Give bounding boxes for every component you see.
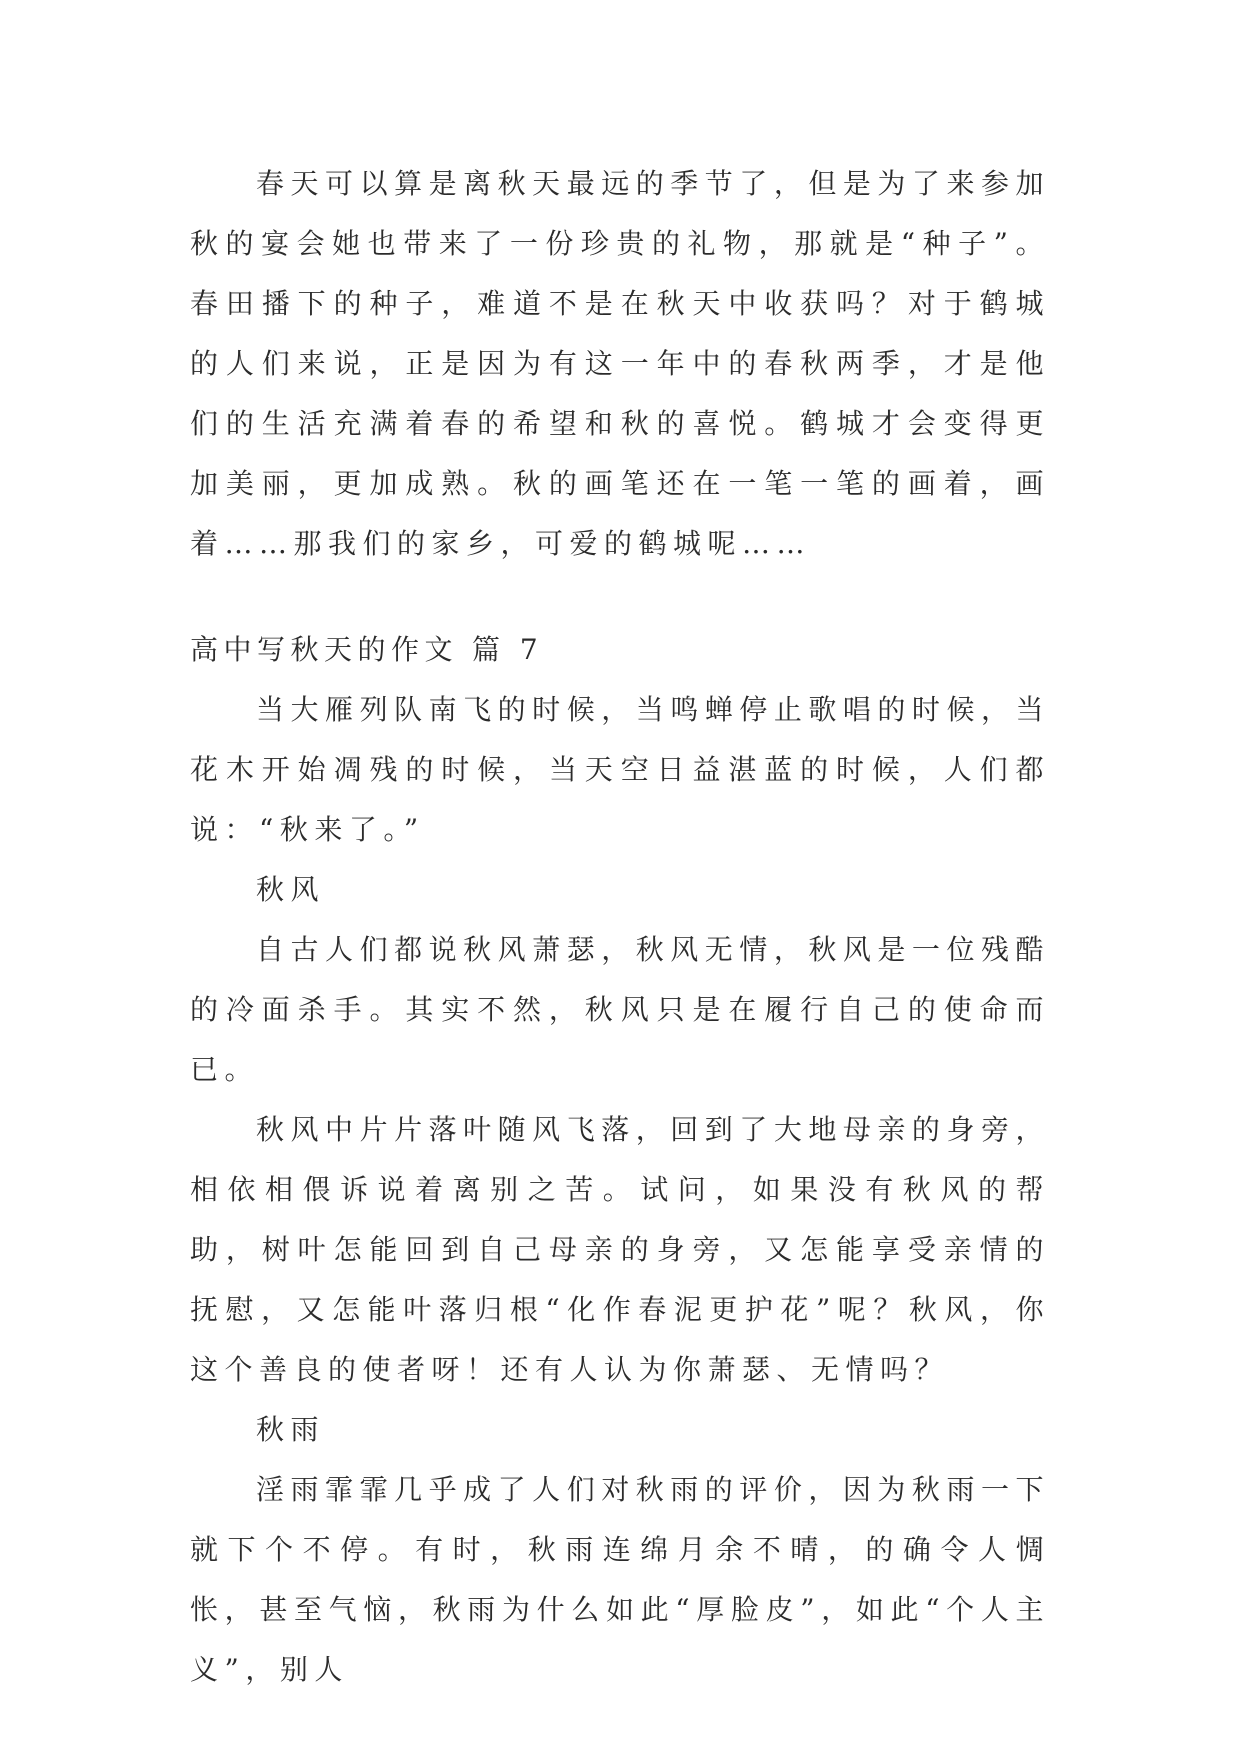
essay-heading-number: 篇 7 <box>472 633 544 666</box>
paragraph-intro: 当大雁列队南飞的时候，当鸣蝉停止歌唱的时候，当花木开始凋残的时候，当天空日益湛蓝的时候，人们都说：“秋来了。” <box>190 693 1050 846</box>
paragraph-rain-1: 淫雨霏霏几乎成了人们对秋雨的评价，因为秋雨一下就下个不停。有时，秋雨连绵月余不晴，的确令人惆怅，甚至气恼，秋雨为什么如此“厚脸皮”，如此“个人主义”，别人 <box>190 1473 1050 1686</box>
essay-heading-title: 高中写秋天的作文 <box>190 633 459 666</box>
subheading-autumn-rain: 秋雨 <box>256 1413 326 1446</box>
subheading-autumn-wind: 秋风 <box>256 873 326 906</box>
essay-heading <box>190 620 1050 680</box>
paragraph-wind-1: 自古人们都说秋风萧瑟，秋风无情，秋风是一位残酷的冷面杀手。其实不然，秋风只是在履行自己的使命而已。 <box>190 933 1050 1086</box>
paragraph-spring: 春天可以算是离秋天最远的季节了，但是为了来参加秋的宴会她也带来了一份珍贵的礼物，那就是“种子”。春田播下的种子，难道不是在秋天中收获吗？对于鹤城的人们来说，正是因为有这一年中的春秋两季，才是他们的生活充满着春的希望和秋的喜悦。鹤城才会变得更加美丽，更加成熟。秋的画笔还在一笔一笔的画着，画着……那我们的家乡，可爱的鹤城呢…… <box>190 167 1050 560</box>
document-body <box>190 154 1050 1700</box>
paragraph-wind-2: 秋风中片片落叶随风飞落，回到了大地母亲的身旁，相依相偎诉说着离别之苦。试问，如果没有秋风的帮助，树叶怎能回到自己母亲的身旁，又怎能享受亲情的抚慰，又怎能叶落归根“化作春泥更护花”呢？秋风，你这个善良的使者呀！还有人认为你萧瑟、无情吗？ <box>190 1113 1050 1386</box>
